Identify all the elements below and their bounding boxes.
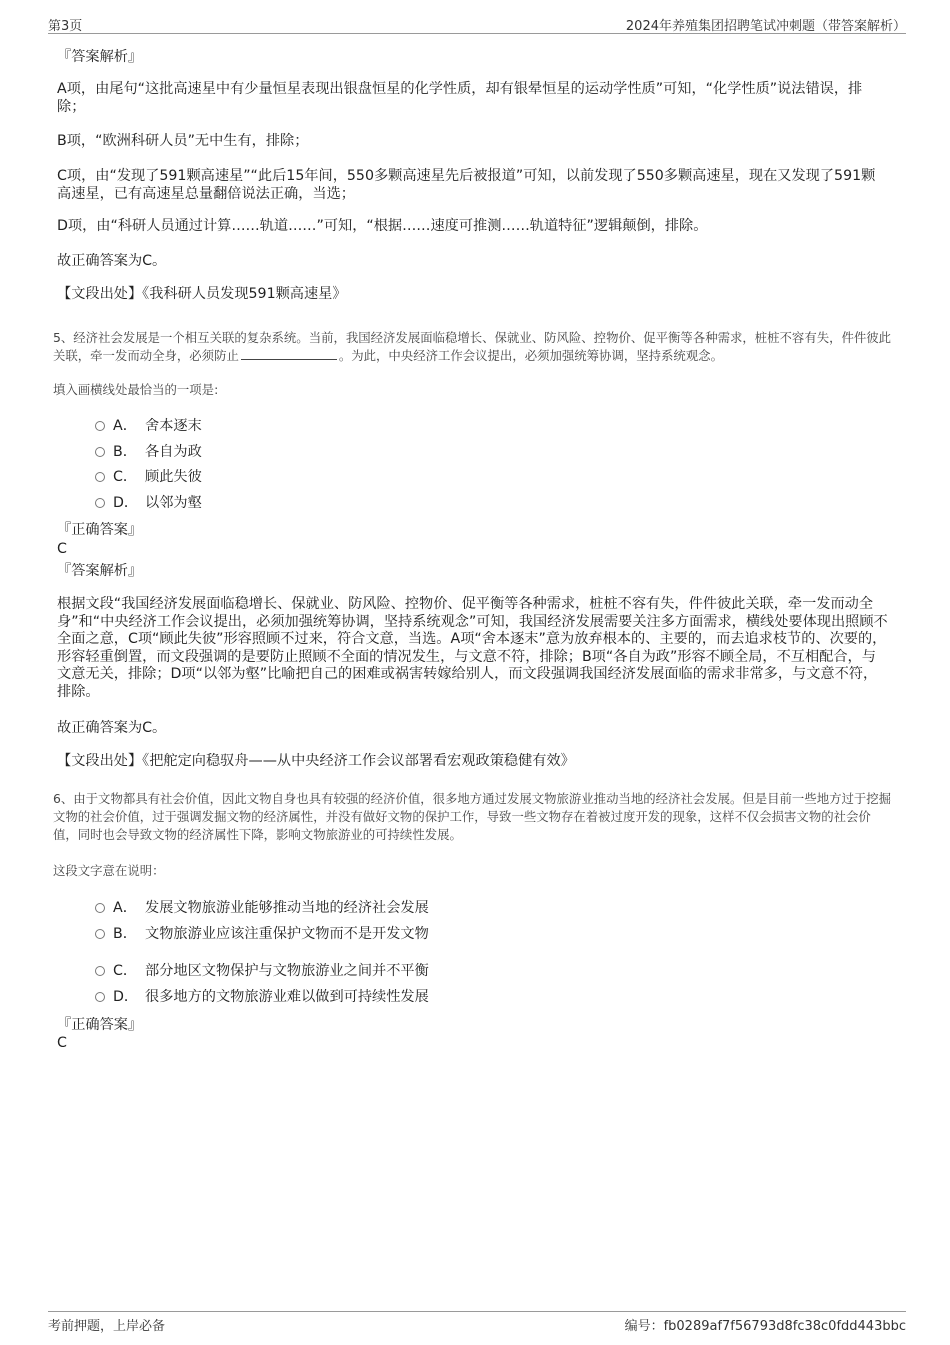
footer-slogan: 考前押题，上岸必备 (48, 1319, 166, 1334)
q6-option-b[interactable]: B． 文物旅游业应该注重保护文物而不是开发文物 (95, 924, 429, 944)
page-footer (48, 1311, 906, 1333)
radio-icon[interactable] (95, 472, 105, 482)
q5-conclusion: 故正确答案为C。 (57, 720, 167, 736)
q6-answer-title: 『正确答案』 (57, 1017, 143, 1033)
q6-prompt: 这段文字意在说明： (53, 863, 165, 878)
radio-icon[interactable] (95, 903, 105, 913)
document-serial: 编号：fb0289af7f56793d8fc38c0fdd443bbc (624, 1319, 906, 1334)
radio-icon[interactable] (95, 498, 105, 508)
page-number: 第3页 (48, 19, 83, 34)
q5-option-c[interactable]: C． 顾此失彼 (95, 467, 202, 487)
radio-icon[interactable] (95, 992, 105, 1002)
q4-conclusion: 故正确答案为C。 (57, 253, 167, 269)
q6-option-a[interactable]: A． 发展文物旅游业能够推动当地的经济社会发展 (95, 898, 429, 918)
q5-answer: C (57, 541, 67, 557)
q5-stem (53, 329, 893, 365)
q6-option-d[interactable]: D． 很多地方的文物旅游业难以做到可持续性发展 (95, 987, 429, 1007)
page-header (48, 14, 906, 34)
q4-analysis-c: C项，由“发现了591颗高速星”“此后15年间，550多颗高速星先后被报道”可知，以前发现了550多颗高速星，现在又发现了591颗高速星，已有高速星总量翻倍说法正确，当选； (57, 168, 876, 202)
radio-icon[interactable] (95, 421, 105, 431)
q4-analysis-b: B项，“欧洲科研人员”无中生有，排除； (57, 133, 309, 149)
q5-answer-title: 『正确答案』 (57, 522, 143, 538)
q5-stem-after: 。为此，中央经济工作会议提出，必须加强统筹协调，坚持系统观念。 (338, 348, 723, 363)
q6-option-c[interactable]: C． 部分地区文物保护与文物旅游业之间并不平衡 (95, 961, 429, 981)
radio-icon[interactable] (95, 447, 105, 457)
q4-source: 【文段出处】《我科研人员发现591颗高速星》 (57, 286, 347, 302)
q5-blank (241, 348, 337, 360)
q4-analysis-d: D项，由“科研人员通过计算……轨道……”可知，“根据……速度可推测……轨道特征”逻辑颠倒，排除。 (57, 218, 708, 234)
q4-analysis-title: 『答案解析』 (57, 49, 143, 65)
q5-analysis-title: 『答案解析』 (57, 563, 143, 579)
q5-analysis: 根据文段“我国经济发展面临稳增长、保就业、防风险、控物价、促平衡等各种需求，桩桩不容有失，件件彼此关联，牵一发而动全身”和“中央经济工作会议提出，必须加强统筹协调，坚持系统观念”可知，我国经济发展需要关注多方面需求，横线处要体现出照顾不全面之意，C项“顾此失彼”形容照顾不过来，符合文意，当选。A项“舍本逐末”意为放弃根本的、主要的，而去追求枝节的、次要的，形容轻重倒置，而文段强调的是要防止照顾不全面的情况发生，与文意不符，排除；B项“各自为政”形容不顾全局，不互相配合，与文意无关，排除；D项“以邻为壑”比喻把自己的困难或祸害转嫁给别人，而文段强调我国经济发展面临的需求非常多，与文意不符，排除。 (57, 596, 888, 700)
q6-answer: C (57, 1035, 67, 1051)
q5-option-b[interactable]: B． 各自为政 (95, 442, 202, 462)
q5-option-d[interactable]: D． 以邻为壑 (95, 493, 202, 513)
q5-option-a[interactable]: A． 舍本逐末 (95, 416, 202, 436)
q6-stem: 6、由于文物都具有社会价值，因此文物自身也具有较强的经济价值，很多地方通过发展文物旅游业推动当地的经济社会发展。但是目前一些地方过于挖掘文物的社会价值，过于强调发掘文物的经济属性，并没有做好文物的保护工作，导致一些文物存在着被过度开发的现象，这样不仅会损害文物的社会价值，同时也会导致文物的经济属性下降，影响文物旅游业的可持续性发展。 (53, 791, 892, 842)
q5-prompt: 填入画横线处最恰当的一项是: (53, 382, 219, 397)
radio-icon[interactable] (95, 929, 105, 939)
q5-stem-before: 5、经济社会发展是一个相互关联的复杂系统。当前，我国经济发展面临稳增长、保就业、防风险、控物价、促平衡等各种需求，桩桩不容有失，件件彼此关联，牵一发而动全身，必须防止 (53, 330, 892, 363)
q4-analysis-a: A项，由尾句“这批高速星中有少量恒星表现出银盘恒星的化学性质，却有银晕恒星的运动学性质”可知，“化学性质”说法错误，排除； (57, 81, 863, 115)
q5-source: 【文段出处】《把舵定向稳驭舟——从中央经济工作会议部署看宏观政策稳健有效》 (57, 753, 575, 769)
document-title: 2024年养殖集团招聘笔试冲刺题（带答案解析） (625, 19, 906, 34)
radio-icon[interactable] (95, 966, 105, 976)
